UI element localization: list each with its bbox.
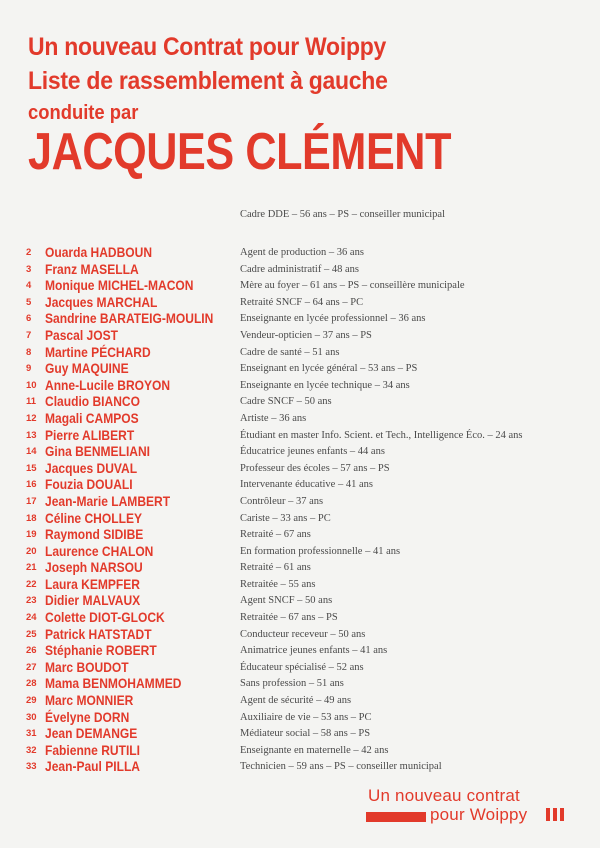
candidate-name: Sandrine BARATEIG-MOULIN [45,310,214,327]
candidate-name: Patrick HATSTADT [45,625,152,642]
leader-description: Cadre DDE – 56 ans – PS – conseiller municipal [240,209,446,220]
candidate-number: 14 [26,446,37,458]
candidate-name: Jacques MARCHAL [45,293,158,310]
candidate-description: Enseignante en lycée technique – 34 ans [240,379,410,391]
candidate-name: Martine PÉCHARD [45,343,151,360]
candidate-number: 13 [26,429,37,441]
candidate-row [26,360,586,377]
candidate-name: Guy MAQUINE [45,360,129,377]
candidate-number: 31 [26,728,37,740]
candidate-description: Enseignante en lycée professionnel – 36 ans [240,313,426,325]
candidate-number: 18 [26,512,37,524]
logo-line-2: pour Woippy [430,805,528,824]
candidate-description: Cadre SNCF – 50 ans [240,396,332,408]
candidate-number: 27 [26,661,37,673]
candidate-name: Fabienne RUTILI [45,741,140,758]
candidate-row [26,609,586,626]
candidate-description: Intervenante éducative – 41 ans [240,479,373,491]
candidate-description: Sans profession – 51 ans [240,678,344,690]
candidate-description: Éducatrice jeunes enfants – 44 ans [240,446,385,458]
candidate-number: 3 [26,263,32,275]
candidate-number: 26 [26,645,37,657]
candidate-name: Claudio BIANCO [45,393,140,410]
candidate-description: Retraitée – 67 ans – PS [240,612,338,624]
candidate-row [26,709,586,726]
candidate-description: Conducteur receveur – 50 ans [240,628,366,640]
candidate-description: Retraitée – 55 ans [240,578,316,590]
candidate-name: Jacques DUVAL [45,459,138,476]
candidate-description: Retraité – 67 ans [240,529,311,541]
candidate-number: 30 [26,711,37,723]
logo-stripe [553,808,557,821]
candidate-number: 22 [26,578,37,590]
candidate-description: Vendeur-opticien – 37 ans – PS [240,329,372,341]
candidate-name: Pascal JOST [45,326,118,343]
candidate-number: 17 [26,495,37,507]
candidate-row [26,427,586,444]
candidate-row [26,310,586,327]
logo-stripes [546,808,564,821]
candidate-row [26,626,586,643]
header-title-line-1: Un nouveau Contrat pour Woippy [28,33,387,61]
candidate-description: Retraité – 61 ans [240,562,311,574]
candidate-name: Raymond SIDIBE [45,526,144,543]
candidate-description: Médiateur social – 58 ans – PS [240,728,371,740]
header-subtitle: conduite par [28,102,139,124]
candidate-description: Professeur des écoles – 57 ans – PS [240,462,390,474]
candidate-description: Retraité SNCF – 64 ans – PC [240,296,364,308]
candidate-row [26,377,586,394]
candidate-row [26,592,586,609]
candidate-number: 6 [26,313,32,325]
logo-line-1: Un nouveau contrat [368,786,520,805]
candidate-row [26,393,586,410]
candidate-row [26,642,586,659]
candidate-number: 20 [26,545,37,557]
candidate-row [26,758,586,775]
candidate-number: 2 [26,247,32,258]
candidate-number: 19 [26,529,37,541]
logo-stripe [546,808,550,821]
candidate-description: Enseignant en lycée général – 53 ans – PS [240,363,418,375]
candidate-row [26,559,586,576]
candidate-description: Mère au foyer – 61 ans – PS – conseillère municipale [240,280,465,292]
candidate-description: Cadre administratif – 48 ans [240,263,359,275]
candidate-description: Contrôleur – 37 ans [240,495,324,507]
candidate-row [26,460,586,477]
candidate-row [26,742,586,759]
candidate-name: Mama BENMOHAMMED [45,675,182,692]
candidate-row [26,526,586,543]
logo-stripe [560,808,564,821]
candidate-row [26,725,586,742]
candidate-description: Cadre de santé – 51 ans [240,346,340,358]
candidate-row [26,476,586,493]
candidate-number: 7 [26,329,32,341]
candidate-row [26,576,586,593]
logo-bar [366,812,426,822]
candidate-row [26,327,586,344]
candidate-number: 32 [26,744,37,756]
candidate-row [26,493,586,510]
candidate-row [26,244,586,261]
candidate-number: 15 [26,462,37,474]
candidate-row [26,675,586,692]
candidate-number: 24 [26,612,37,624]
candidate-name: Anne-Lucile BROYON [45,376,171,393]
candidate-number: 29 [26,695,37,707]
candidate-number: 28 [26,678,37,690]
candidate-name: Monique MICHEL-MACON [45,277,194,294]
candidate-number: 21 [26,562,37,574]
candidate-number: 12 [26,412,37,424]
candidate-name: Fouzia DOUALI [45,476,133,493]
candidate-name: Gina BENMELIANI [45,443,151,460]
candidate-description: Agent SNCF – 50 ans [240,595,333,607]
candidate-name: Laura KEMPFER [45,575,141,592]
candidate-name: Jean-Paul PILLA [45,758,141,775]
candidate-number: 23 [26,595,37,607]
candidate-number: 16 [26,479,37,491]
candidate-row [26,261,586,278]
leader-name: JACQUES CLÉMENT [28,123,452,181]
candidate-name: Marc MONNIER [45,692,134,709]
candidate-number: 10 [26,379,37,391]
candidate-description: Agent de sécurité – 49 ans [240,695,352,707]
candidate-description: En formation professionnelle – 41 ans [240,545,401,557]
candidate-name: Stéphanie ROBERT [45,642,157,659]
candidate-name: Franz MASELLA [45,260,139,277]
candidate-description: Cariste – 33 ans – PC [240,512,331,524]
candidate-description: Auxiliaire de vie – 53 ans – PC [240,711,372,723]
candidate-name: Jean-Marie LAMBERT [45,492,171,509]
campaign-logo [366,786,576,830]
candidate-list [26,244,586,775]
candidate-row [26,692,586,709]
candidate-description: Animatrice jeunes enfants – 41 ans [240,645,388,657]
candidate-number: 5 [26,296,32,308]
candidate-description: Étudiant en master Info. Scient. et Tech., Intelligence Éco. – 24 ans [240,429,523,441]
candidate-name: Joseph NARSOU [45,559,143,576]
candidate-description: Enseignante en maternelle – 42 ans [240,744,389,756]
candidate-row [26,344,586,361]
candidate-name: Évelyne DORN [45,708,130,725]
candidate-number: 33 [26,761,37,773]
candidate-description: Technicien – 59 ans – PS – conseiller municipal [240,761,442,773]
candidate-row [26,277,586,294]
header-title-line-2: Liste de rassemblement à gauche [28,67,388,95]
candidate-name: Marc BOUDOT [45,658,129,675]
candidate-row [26,443,586,460]
candidate-row [26,543,586,560]
header [28,30,538,180]
candidate-row [26,410,586,427]
candidate-description: Éducateur spécialisé – 52 ans [240,661,364,673]
candidate-name: Didier MALVAUX [45,592,141,609]
candidate-row [26,659,586,676]
candidate-number: 9 [26,363,32,375]
candidate-description: Artiste – 36 ans [240,412,307,424]
candidate-name: Jean DEMANGE [45,725,138,742]
candidate-name: Pierre ALIBERT [45,426,135,443]
candidate-number: 11 [26,396,37,408]
candidate-number: 25 [26,628,37,640]
candidate-number: 8 [26,346,32,358]
candidate-row [26,510,586,527]
candidate-name: Magali CAMPOS [45,409,139,426]
candidate-name: Céline CHOLLEY [45,509,143,526]
candidate-name: Ouarda HADBOUN [45,244,153,260]
candidate-name: Colette DIOT-GLOCK [45,609,165,626]
candidate-description: Agent de production – 36 ans [240,247,364,258]
candidate-number: 4 [26,280,32,292]
candidate-name: Laurence CHALON [45,542,154,559]
candidate-row [26,294,586,311]
